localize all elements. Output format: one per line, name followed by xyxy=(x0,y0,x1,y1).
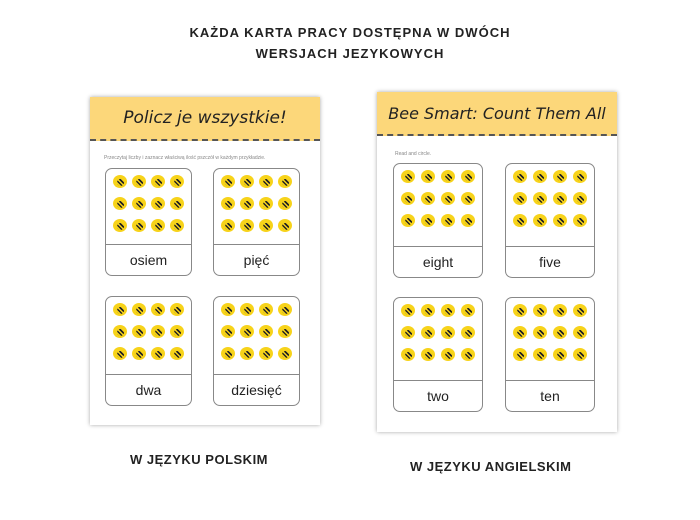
bee-icon xyxy=(553,326,567,339)
bee-icon xyxy=(441,214,455,227)
bee-icon xyxy=(401,192,415,205)
bee-icon xyxy=(461,192,475,205)
count-card xyxy=(213,168,300,276)
bee-icon xyxy=(240,303,254,316)
bee-icon xyxy=(113,219,127,232)
heading-line-1: KAŻDA KARTA PRACY DOSTĘPNA W DWÓCH xyxy=(189,25,511,40)
bee-icon xyxy=(259,303,273,316)
bee-icon xyxy=(421,214,435,227)
bee-icon xyxy=(441,192,455,205)
count-card xyxy=(105,168,192,276)
bee-icon xyxy=(533,304,547,317)
bee-icon xyxy=(513,348,527,361)
worksheet-title: Bee Smart: Count Them All xyxy=(388,103,606,123)
bee-icon xyxy=(461,304,475,317)
bee-icon xyxy=(240,175,254,188)
bee-icon xyxy=(221,197,235,210)
number-word: dziesięć xyxy=(214,374,299,405)
english-caption: W JĘZYKU ANGIELSKIM xyxy=(410,459,572,474)
bee-icon xyxy=(132,197,146,210)
polish-worksheet xyxy=(90,97,320,425)
bee-icon xyxy=(170,219,184,232)
bee-icon xyxy=(221,175,235,188)
number-word: eight xyxy=(394,246,482,277)
bee-icon xyxy=(441,326,455,339)
bee-icon xyxy=(461,326,475,339)
instruction: Przeczytaj liczby i zaznacz właściwą ilość pszczół w każdym przykładzie. xyxy=(104,155,266,161)
bee-icon xyxy=(278,175,292,188)
bee-icon xyxy=(151,219,165,232)
bee-icon xyxy=(553,170,567,183)
bee-icon xyxy=(533,192,547,205)
count-card xyxy=(393,163,483,278)
bee-grid xyxy=(510,170,590,227)
bee-icon xyxy=(553,348,567,361)
bee-icon xyxy=(170,175,184,188)
bee-icon xyxy=(259,219,273,232)
bee-icon xyxy=(401,348,415,361)
bee-icon xyxy=(259,347,273,360)
bee-icon xyxy=(553,192,567,205)
heading-line-2: WERSJACH JEZYKOWYCH xyxy=(255,46,445,61)
bee-icon xyxy=(533,348,547,361)
bee-icon xyxy=(151,347,165,360)
bee-icon xyxy=(553,304,567,317)
bee-icon xyxy=(421,170,435,183)
worksheet-header xyxy=(377,92,617,136)
number-word: ten xyxy=(506,380,594,411)
bee-icon xyxy=(113,325,127,338)
bee-icon xyxy=(533,214,547,227)
bee-icon xyxy=(132,347,146,360)
bee-icon xyxy=(461,348,475,361)
bee-icon xyxy=(221,303,235,316)
bee-icon xyxy=(421,348,435,361)
bee-icon xyxy=(573,348,587,361)
bee-grid xyxy=(398,170,478,227)
bee-icon xyxy=(421,304,435,317)
count-card xyxy=(505,297,595,412)
bee-icon xyxy=(513,326,527,339)
bee-icon xyxy=(421,326,435,339)
bee-icon xyxy=(401,304,415,317)
bee-grid xyxy=(398,304,478,361)
count-card xyxy=(393,297,483,412)
bee-icon xyxy=(401,170,415,183)
page-heading xyxy=(0,22,700,64)
bee-icon xyxy=(170,303,184,316)
bee-grid xyxy=(218,303,295,360)
bee-grid xyxy=(510,304,590,361)
bee-grid xyxy=(110,175,187,232)
bee-icon xyxy=(151,303,165,316)
bee-icon xyxy=(278,303,292,316)
bee-icon xyxy=(573,192,587,205)
bee-icon xyxy=(221,325,235,338)
bee-icon xyxy=(573,326,587,339)
bee-icon xyxy=(421,192,435,205)
bee-icon xyxy=(513,304,527,317)
bee-icon xyxy=(278,197,292,210)
bee-icon xyxy=(113,197,127,210)
bee-grid xyxy=(218,175,295,232)
bee-icon xyxy=(151,325,165,338)
polish-caption: W JĘZYKU POLSKIM xyxy=(130,452,269,467)
bee-icon xyxy=(259,197,273,210)
bee-icon xyxy=(132,325,146,338)
number-word: pięć xyxy=(214,244,299,275)
bee-icon xyxy=(278,325,292,338)
bee-icon xyxy=(401,326,415,339)
bee-icon xyxy=(461,170,475,183)
bee-icon xyxy=(573,170,587,183)
bee-icon xyxy=(113,347,127,360)
bee-icon xyxy=(401,214,415,227)
count-card xyxy=(505,163,595,278)
bee-icon xyxy=(151,197,165,210)
english-worksheet xyxy=(377,92,617,432)
bee-icon xyxy=(240,219,254,232)
bee-icon xyxy=(553,214,567,227)
bee-icon xyxy=(441,304,455,317)
bee-icon xyxy=(278,347,292,360)
count-card xyxy=(105,296,192,406)
bee-icon xyxy=(240,197,254,210)
instruction: Read and circle. xyxy=(395,151,432,157)
bee-icon xyxy=(113,175,127,188)
bee-icon xyxy=(278,219,292,232)
bee-grid xyxy=(110,303,187,360)
bee-icon xyxy=(533,326,547,339)
worksheet-title: Policz je wszystkie! xyxy=(123,108,287,128)
number-word: osiem xyxy=(106,244,191,275)
bee-icon xyxy=(113,303,127,316)
bee-icon xyxy=(513,214,527,227)
bee-icon xyxy=(170,347,184,360)
bee-icon xyxy=(573,304,587,317)
worksheet-header xyxy=(90,97,320,141)
bee-icon xyxy=(151,175,165,188)
bee-icon xyxy=(221,219,235,232)
bee-icon xyxy=(132,175,146,188)
bee-icon xyxy=(461,214,475,227)
bee-icon xyxy=(240,325,254,338)
bee-icon xyxy=(513,170,527,183)
bee-icon xyxy=(221,347,235,360)
number-word: dwa xyxy=(106,374,191,405)
bee-icon xyxy=(441,348,455,361)
count-card xyxy=(213,296,300,406)
bee-icon xyxy=(170,197,184,210)
number-word: five xyxy=(506,246,594,277)
bee-icon xyxy=(573,214,587,227)
number-word: two xyxy=(394,380,482,411)
bee-icon xyxy=(132,219,146,232)
bee-icon xyxy=(259,175,273,188)
bee-icon xyxy=(513,192,527,205)
bee-icon xyxy=(259,325,273,338)
bee-icon xyxy=(132,303,146,316)
bee-icon xyxy=(441,170,455,183)
bee-icon xyxy=(170,325,184,338)
bee-icon xyxy=(240,347,254,360)
bee-icon xyxy=(533,170,547,183)
